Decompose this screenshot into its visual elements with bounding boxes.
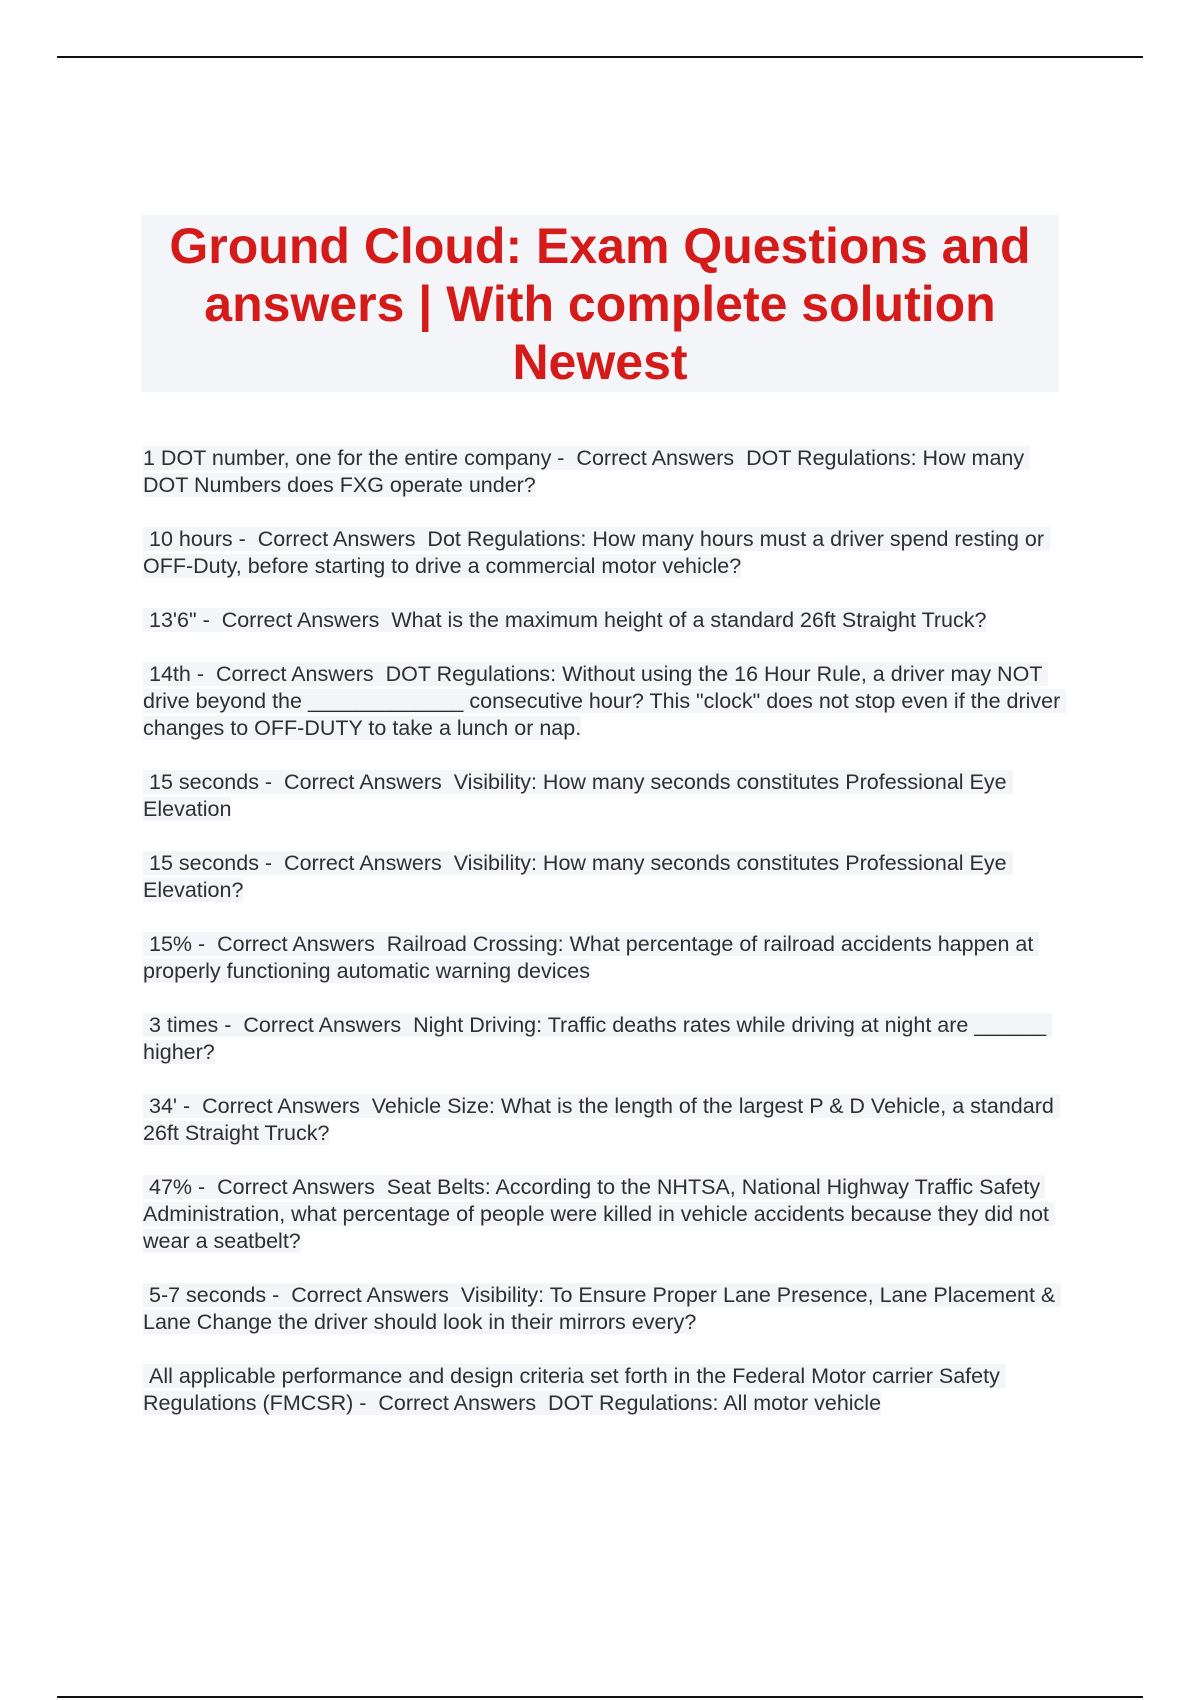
qa-separator: -	[218, 1013, 244, 1037]
title-line-1: Ground Cloud: Exam Questions and	[169, 217, 1031, 274]
qa-question: Vehicle Size: What is the length of the largest P & D Vehicle, a standard 26ft Straight Truck?	[143, 1094, 1060, 1145]
qa-correct-answers-label: Correct Answers	[576, 446, 735, 470]
qa-item	[143, 1363, 1063, 1417]
qa-question: Seat Belts: According to the NHTSA, National Highway Traffic Safety Administration, what percentage of people were killed in vehicle accidents because they did not wear a seatbelt?	[143, 1175, 1055, 1253]
qa-text	[143, 932, 1039, 983]
qa-item	[143, 1093, 1063, 1147]
qa-answer: 1 DOT number, one for the entire company	[143, 446, 552, 470]
qa-correct-answers-label: Correct Answers	[378, 1391, 537, 1415]
qa-correct-answers-label: Correct Answers	[217, 1175, 375, 1199]
qa-correct-answers-label: Correct Answers	[284, 851, 442, 875]
title-line-2: answers | With complete solution	[204, 275, 996, 332]
qa-correct-answers-label: Correct Answers	[215, 662, 374, 686]
qa-question: Visibility: How many seconds constitutes Professional Eye Elevation?	[143, 851, 1013, 902]
qa-answer: 15 seconds	[143, 851, 259, 875]
qa-separator: -	[258, 770, 285, 794]
qa-answer: All applicable performance and design criteria set forth in the Federal Motor carrier Safety Regulations (FMCSR)	[143, 1364, 1006, 1415]
qa-question: DOT Regulations: How many DOT Numbers does FXG operate under?	[143, 446, 1031, 497]
qa-text	[143, 851, 1013, 902]
qa-correct-answers-label: Correct Answers	[217, 932, 375, 956]
top-rule	[57, 56, 1143, 58]
qa-list	[143, 445, 1067, 1444]
title-banner	[141, 215, 1059, 392]
qa-question: DOT Regulations: Without using the 16 Hour Rule, a driver may NOT drive beyond the _____________ consecutive hour? This "clock" does not stop even if the driver changes to OFF-DUTY to take a lunch or nap.	[143, 662, 1067, 740]
qa-text	[143, 662, 1066, 740]
qa-separator: -	[258, 851, 285, 875]
qa-question: DOT Regulations: All motor vehicle	[548, 1391, 882, 1415]
qa-correct-answers-label: Correct Answers	[257, 527, 416, 551]
qa-answer: 15 seconds	[143, 770, 259, 794]
qa-answer: 47%	[143, 1175, 193, 1199]
qa-text	[143, 1283, 1061, 1334]
qa-text	[143, 1094, 1060, 1145]
qa-text	[143, 1364, 1006, 1415]
qa-answer: 10 hours	[143, 527, 233, 551]
title-line-3: Newest	[512, 333, 688, 390]
qa-question: Visibility: How many seconds constitutes Professional Eye Elevation	[143, 770, 1013, 821]
qa-correct-answers-label: Correct Answers	[202, 1094, 360, 1118]
qa-question: Dot Regulations: How many hours must a driver spend resting or OFF-Duty, before starting to drive a commercial motor vehicle?	[143, 527, 1051, 578]
qa-item	[143, 931, 1063, 985]
qa-correct-answers-label: Correct Answers	[291, 1283, 449, 1307]
qa-text	[143, 770, 1013, 821]
qa-correct-answers-label: Correct Answers	[284, 770, 442, 794]
qa-text	[143, 527, 1050, 578]
qa-item	[143, 769, 1063, 823]
qa-item	[143, 607, 1063, 634]
qa-item	[143, 1012, 1063, 1066]
qa-item	[143, 1174, 1063, 1255]
qa-question: Night Driving: Traffic deaths rates while driving at night are ______ higher?	[143, 1013, 1053, 1064]
qa-answer: 13'6"	[143, 608, 197, 632]
qa-separator: -	[551, 446, 577, 470]
qa-separator: -	[177, 1094, 203, 1118]
qa-question: What is the maximum height of a standard 26ft Straight Truck?	[391, 608, 987, 632]
qa-item	[143, 850, 1063, 904]
qa-separator: -	[192, 932, 218, 956]
qa-text	[143, 446, 1030, 497]
qa-item	[143, 1282, 1063, 1336]
document-title	[141, 217, 1059, 391]
qa-separator: -	[353, 1391, 379, 1415]
qa-item	[143, 661, 1067, 742]
bottom-rule	[57, 1696, 1143, 1698]
qa-item	[143, 445, 1063, 499]
qa-separator: -	[196, 608, 222, 632]
qa-answer: 15%	[143, 932, 193, 956]
qa-answer: 3 times	[143, 1013, 219, 1037]
qa-separator: -	[190, 662, 216, 686]
qa-text	[143, 608, 986, 632]
qa-question: Visibility: To Ensure Proper Lane Presence, Lane Placement & Lane Change the driver should look in their mirrors every?	[143, 1283, 1062, 1334]
qa-answer: 34'	[143, 1094, 178, 1118]
qa-question: Railroad Crossing: What percentage of railroad accidents happen at properly functioning automatic warning devices	[143, 932, 1040, 983]
qa-separator: -	[192, 1175, 218, 1199]
qa-text	[143, 1175, 1055, 1253]
qa-correct-answers-label: Correct Answers	[221, 608, 380, 632]
qa-item	[143, 526, 1063, 580]
qa-answer: 14th	[143, 662, 191, 686]
qa-separator: -	[266, 1283, 292, 1307]
qa-correct-answers-label: Correct Answers	[243, 1013, 402, 1037]
qa-text	[143, 1013, 1052, 1064]
qa-answer: 5-7 seconds	[143, 1283, 267, 1307]
qa-separator: -	[232, 527, 258, 551]
